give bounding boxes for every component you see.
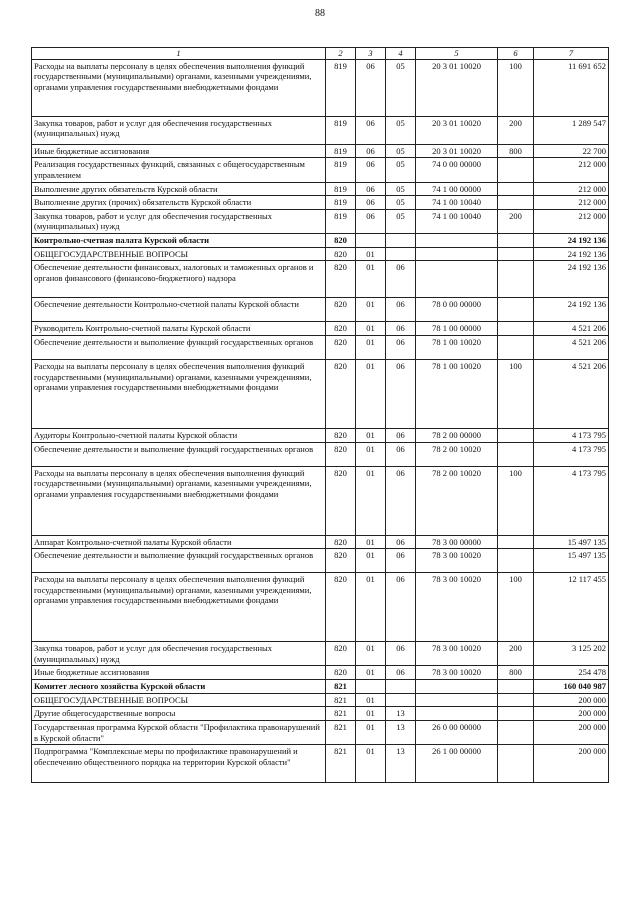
item-subsection: 06 (386, 573, 416, 642)
item-subsection: 06 (386, 335, 416, 359)
item-amount: 1 289 547 (534, 116, 609, 144)
item-expense-type (498, 535, 534, 549)
item-target-code: 74 1 00 10040 (416, 209, 498, 233)
item-name: Выполнение других обязательств Курской области (32, 182, 326, 196)
table-row (32, 261, 609, 298)
col-header: 4 (386, 48, 416, 60)
item-grbs: 820 (326, 666, 356, 680)
table-row (32, 182, 609, 196)
item-grbs: 819 (326, 59, 356, 116)
item-section: 06 (356, 158, 386, 182)
item-name: Обеспечение деятельности финансовых, налоговых и таможенных органов и органов финансового (финансово-бюджетного) надзора (32, 261, 326, 298)
item-grbs: 820 (326, 466, 356, 535)
item-name: Выполнение других (прочих) обязательств Курской области (32, 196, 326, 210)
item-section: 01 (356, 428, 386, 442)
item-amount: 24 192 136 (534, 247, 609, 261)
table-row (32, 642, 609, 666)
item-expense-type (498, 261, 534, 298)
table-row (32, 59, 609, 116)
item-name: Аудиторы Контрольно-счетной палаты Курской области (32, 428, 326, 442)
item-target-code: 74 1 00 00000 (416, 182, 498, 196)
item-amount: 160 040 987 (534, 680, 609, 694)
item-name: Обеспечение деятельности и выполнение функций государственных органов (32, 549, 326, 573)
item-expense-type (498, 322, 534, 336)
item-expense-type (498, 335, 534, 359)
item-name: Реализация государственных функций, связанных с общегосударственным управлением (32, 158, 326, 182)
page-number: 88 (315, 8, 325, 19)
item-subsection: 06 (386, 442, 416, 466)
item-section: 01 (356, 535, 386, 549)
item-section: 01 (356, 442, 386, 466)
item-section: 01 (356, 666, 386, 680)
col-header: 6 (498, 48, 534, 60)
item-grbs: 820 (326, 261, 356, 298)
item-section: 06 (356, 116, 386, 144)
item-section (356, 234, 386, 248)
item-section: 01 (356, 466, 386, 535)
table-row (32, 573, 609, 642)
table-row (32, 693, 609, 707)
item-expense-type: 200 (498, 642, 534, 666)
item-subsection: 05 (386, 209, 416, 233)
item-amount: 4 173 795 (534, 428, 609, 442)
item-name: Закупка товаров, работ и услуг для обеспечения государственных (муниципальных) нужд (32, 209, 326, 233)
item-name: Обеспечение деятельности Контрольно-счетной палаты Курской области (32, 298, 326, 322)
item-section: 01 (356, 322, 386, 336)
item-amount: 24 192 136 (534, 261, 609, 298)
item-target-code (416, 234, 498, 248)
item-grbs: 820 (326, 549, 356, 573)
item-section: 01 (356, 298, 386, 322)
item-expense-type (498, 720, 534, 744)
item-target-code: 26 1 00 00000 (416, 745, 498, 783)
item-amount: 200 000 (534, 707, 609, 721)
item-section: 06 (356, 59, 386, 116)
item-grbs: 821 (326, 680, 356, 694)
item-name: Другие общегосударственные вопросы (32, 707, 326, 721)
item-target-code: 78 3 00 00000 (416, 535, 498, 549)
col-header: 5 (416, 48, 498, 60)
item-subsection: 06 (386, 359, 416, 428)
item-subsection: 06 (386, 298, 416, 322)
item-grbs: 820 (326, 442, 356, 466)
item-amount: 4 521 206 (534, 335, 609, 359)
item-amount: 200 000 (534, 720, 609, 744)
item-subsection: 05 (386, 158, 416, 182)
table-row (32, 144, 609, 158)
item-expense-type: 100 (498, 466, 534, 535)
item-amount: 15 497 135 (534, 535, 609, 549)
item-section: 01 (356, 745, 386, 783)
item-section: 01 (356, 707, 386, 721)
item-expense-type: 200 (498, 209, 534, 233)
item-target-code: 78 0 00 00000 (416, 298, 498, 322)
item-subsection: 06 (386, 261, 416, 298)
item-section (356, 680, 386, 694)
item-section: 01 (356, 261, 386, 298)
item-name: Аппарат Контрольно-счетной палаты Курской области (32, 535, 326, 549)
item-target-code: 20 3 01 10020 (416, 144, 498, 158)
table-row (32, 720, 609, 744)
item-target-code (416, 693, 498, 707)
item-target-code: 20 3 01 10020 (416, 59, 498, 116)
item-amount: 22 700 (534, 144, 609, 158)
item-grbs: 821 (326, 693, 356, 707)
item-subsection (386, 693, 416, 707)
item-amount: 200 000 (534, 693, 609, 707)
item-section: 06 (356, 182, 386, 196)
item-grbs: 821 (326, 745, 356, 783)
item-subsection: 05 (386, 182, 416, 196)
item-subsection: 13 (386, 707, 416, 721)
col-header: 7 (534, 48, 609, 60)
item-expense-type (498, 693, 534, 707)
item-expense-type (498, 298, 534, 322)
item-target-code: 74 1 00 10040 (416, 196, 498, 210)
col-header: 1 (32, 48, 326, 60)
item-target-code (416, 680, 498, 694)
table-row (32, 549, 609, 573)
item-subsection: 05 (386, 144, 416, 158)
item-expense-type (498, 196, 534, 210)
item-amount: 212 000 (534, 182, 609, 196)
table-row (32, 247, 609, 261)
item-grbs: 819 (326, 196, 356, 210)
item-amount: 24 192 136 (534, 234, 609, 248)
table-row (32, 116, 609, 144)
item-expense-type: 100 (498, 573, 534, 642)
item-expense-type (498, 707, 534, 721)
item-section: 01 (356, 642, 386, 666)
item-expense-type (498, 680, 534, 694)
item-amount: 12 117 455 (534, 573, 609, 642)
item-amount: 3 125 202 (534, 642, 609, 666)
item-grbs: 819 (326, 209, 356, 233)
item-target-code: 78 1 00 00000 (416, 322, 498, 336)
table-row (32, 196, 609, 210)
item-subsection: 13 (386, 745, 416, 783)
item-subsection: 06 (386, 535, 416, 549)
item-target-code: 78 3 00 10020 (416, 642, 498, 666)
item-subsection (386, 247, 416, 261)
item-grbs: 820 (326, 573, 356, 642)
item-amount: 254 478 (534, 666, 609, 680)
item-section: 01 (356, 549, 386, 573)
item-expense-type (498, 428, 534, 442)
item-grbs: 820 (326, 298, 356, 322)
item-subsection: 06 (386, 428, 416, 442)
item-subsection (386, 680, 416, 694)
item-expense-type: 100 (498, 359, 534, 428)
table-row (32, 535, 609, 549)
item-subsection: 06 (386, 322, 416, 336)
item-target-code: 74 0 00 00000 (416, 158, 498, 182)
item-name: Иные бюджетные ассигнования (32, 144, 326, 158)
item-section: 01 (356, 573, 386, 642)
item-grbs: 819 (326, 182, 356, 196)
item-subsection: 06 (386, 642, 416, 666)
item-target-code: 78 2 00 10020 (416, 442, 498, 466)
item-amount: 11 691 652 (534, 59, 609, 116)
item-expense-type (498, 158, 534, 182)
item-subsection: 05 (386, 196, 416, 210)
item-amount: 212 000 (534, 196, 609, 210)
item-name: Комитет лесного хозяйства Курской области (32, 680, 326, 694)
item-target-code: 20 3 01 10020 (416, 116, 498, 144)
item-target-code: 78 3 00 10020 (416, 549, 498, 573)
item-name: ОБЩЕГОСУДАРСТВЕННЫЕ ВОПРОСЫ (32, 693, 326, 707)
item-name: Обеспечение деятельности и выполнение функций государственных органов (32, 335, 326, 359)
item-expense-type: 200 (498, 116, 534, 144)
item-target-code (416, 707, 498, 721)
item-name: Закупка товаров, работ и услуг для обеспечения государственных (муниципальных) нужд (32, 116, 326, 144)
item-target-code: 78 2 00 10020 (416, 466, 498, 535)
item-name: Иные бюджетные ассигнования (32, 666, 326, 680)
item-name: Руководитель Контрольно-счетной палаты Курской области (32, 322, 326, 336)
item-section: 01 (356, 247, 386, 261)
item-target-code: 78 2 00 00000 (416, 428, 498, 442)
item-expense-type (498, 182, 534, 196)
item-grbs: 820 (326, 642, 356, 666)
item-expense-type (498, 247, 534, 261)
item-name: Закупка товаров, работ и услуг для обеспечения государственных (муниципальных) нужд (32, 642, 326, 666)
item-name: Расходы на выплаты персоналу в целях обеспечения выполнения функций государственными (муниципальными) органами, казенными учреждениями, органами управления государственными внебюджетными фондами (32, 359, 326, 428)
item-amount: 4 521 206 (534, 322, 609, 336)
item-name: Обеспечение деятельности и выполнение функций государственных органов (32, 442, 326, 466)
table-row (32, 359, 609, 428)
table-row (32, 680, 609, 694)
item-target-code (416, 261, 498, 298)
item-subsection: 05 (386, 59, 416, 116)
item-expense-type: 800 (498, 666, 534, 680)
item-amount: 200 000 (534, 745, 609, 783)
table-row (32, 158, 609, 182)
table-row (32, 666, 609, 680)
item-grbs: 819 (326, 158, 356, 182)
item-grbs: 820 (326, 428, 356, 442)
item-section: 01 (356, 359, 386, 428)
item-target-code: 26 0 00 00000 (416, 720, 498, 744)
item-expense-type: 100 (498, 59, 534, 116)
item-section: 06 (356, 209, 386, 233)
item-expense-type (498, 549, 534, 573)
item-section: 01 (356, 693, 386, 707)
item-subsection (386, 234, 416, 248)
item-name: Расходы на выплаты персоналу в целях обеспечения выполнения функций государственными (муниципальными) органами, казенными учреждениями, органами управления государственными внебюджетными фондами (32, 466, 326, 535)
item-name: Расходы на выплаты персоналу в целях обеспечения выполнения функций государственными (муниципальными) органами, казенными учреждениями, органами управления государственными внебюджетными фондами (32, 573, 326, 642)
item-amount: 15 497 135 (534, 549, 609, 573)
table-body (32, 48, 609, 783)
table-row (32, 707, 609, 721)
item-amount: 4 173 795 (534, 466, 609, 535)
item-expense-type: 800 (498, 144, 534, 158)
table-row (32, 234, 609, 248)
item-amount: 4 173 795 (534, 442, 609, 466)
item-section: 01 (356, 335, 386, 359)
item-subsection: 05 (386, 116, 416, 144)
item-name: Подпрограмма "Комплексные меры по профилактике правонарушений и обеспечению общественного порядка на территории Курской области" (32, 745, 326, 783)
item-grbs: 821 (326, 707, 356, 721)
header-row (32, 48, 609, 60)
item-amount: 24 192 136 (534, 298, 609, 322)
item-name: Расходы на выплаты персоналу в целях обеспечения выполнения функций государственными (муниципальными) органами, казенными учреждениями, органами управления государственными внебюджетными фондами (32, 59, 326, 116)
item-grbs: 820 (326, 234, 356, 248)
table-row (32, 442, 609, 466)
item-expense-type (498, 745, 534, 783)
item-target-code: 78 1 00 10020 (416, 335, 498, 359)
item-section: 01 (356, 720, 386, 744)
item-subsection: 06 (386, 666, 416, 680)
item-name: ОБЩЕГОСУДАРСТВЕННЫЕ ВОПРОСЫ (32, 247, 326, 261)
item-grbs: 819 (326, 144, 356, 158)
table-row (32, 209, 609, 233)
table-row (32, 298, 609, 322)
item-amount: 212 000 (534, 209, 609, 233)
item-amount: 212 000 (534, 158, 609, 182)
item-grbs: 820 (326, 359, 356, 428)
item-grbs: 820 (326, 335, 356, 359)
table-row (32, 322, 609, 336)
item-subsection: 06 (386, 466, 416, 535)
item-grbs: 821 (326, 720, 356, 744)
item-expense-type (498, 442, 534, 466)
item-expense-type (498, 234, 534, 248)
col-header: 3 (356, 48, 386, 60)
item-amount: 4 521 206 (534, 359, 609, 428)
item-section: 06 (356, 196, 386, 210)
table-row (32, 335, 609, 359)
item-section: 06 (356, 144, 386, 158)
budget-table (31, 47, 609, 783)
item-subsection: 06 (386, 549, 416, 573)
item-target-code: 78 1 00 10020 (416, 359, 498, 428)
item-name: Контрольно-счетная палата Курской области (32, 234, 326, 248)
item-subsection: 13 (386, 720, 416, 744)
item-grbs: 820 (326, 535, 356, 549)
item-name: Государственная программа Курской области "Профилактика правонарушений в Курской области" (32, 720, 326, 744)
col-header: 2 (326, 48, 356, 60)
item-grbs: 820 (326, 247, 356, 261)
table-row (32, 428, 609, 442)
table-row (32, 466, 609, 535)
item-target-code: 78 3 00 10020 (416, 666, 498, 680)
item-grbs: 820 (326, 322, 356, 336)
item-grbs: 819 (326, 116, 356, 144)
table-row (32, 745, 609, 783)
item-target-code (416, 247, 498, 261)
item-target-code: 78 3 00 10020 (416, 573, 498, 642)
